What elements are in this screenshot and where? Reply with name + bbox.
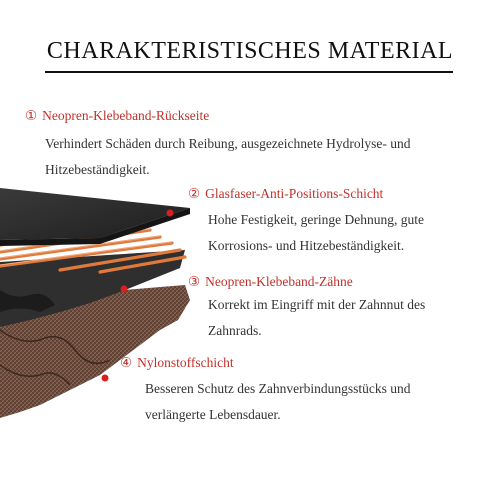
layer-3-line-1: Korrekt im Eingriff mit der Zahnnut des xyxy=(208,297,426,312)
layer-2-number: ② xyxy=(188,186,201,201)
layer-2-heading xyxy=(188,186,383,202)
layer-2-name: Glasfaser-Anti-Positions-Schicht xyxy=(205,186,384,201)
marker-layer-2 xyxy=(167,210,174,217)
layer-3-heading xyxy=(188,274,353,290)
layer-2-line-1: Hohe Festigkeit, geringe Dehnung, gute xyxy=(208,212,424,227)
layer-3-line-2: Zahnrads. xyxy=(208,323,262,338)
layer-4-heading xyxy=(120,355,234,371)
layer-3-number: ③ xyxy=(188,274,201,289)
layer-4-line-1: Besseren Schutz des Zahnverbindungsstücks und xyxy=(145,381,411,396)
layer-1-line-1: Verhindert Schäden durch Reibung, ausgezeichnete Hydrolyse- und xyxy=(45,136,411,151)
layer-1-description xyxy=(45,131,411,183)
layer-2-line-2: Korrosions- und Hitzebeständigkeit. xyxy=(208,238,405,253)
layer-3-description xyxy=(208,292,425,344)
marker-layer-3 xyxy=(121,286,128,293)
marker-layer-4 xyxy=(102,375,109,382)
layer-4-line-2: verlängerte Lebensdauer. xyxy=(145,407,281,422)
layer-2-description xyxy=(208,207,424,259)
layer-4-name: Nylonstoffschicht xyxy=(137,355,234,370)
layer-1-line-2: Hitzebeständigkeit. xyxy=(45,162,150,177)
layer-4-number: ④ xyxy=(120,355,133,370)
layer-1-name: Neopren-Klebeband-Rückseite xyxy=(42,108,210,123)
layer-3-name: Neopren-Klebeband-Zähne xyxy=(205,274,353,289)
layer-1-heading xyxy=(25,108,209,124)
page-title: CHARAKTERISTISCHES MATERIAL xyxy=(46,38,454,64)
layer-4-description xyxy=(145,376,410,428)
layer-1-number: ① xyxy=(25,108,38,123)
